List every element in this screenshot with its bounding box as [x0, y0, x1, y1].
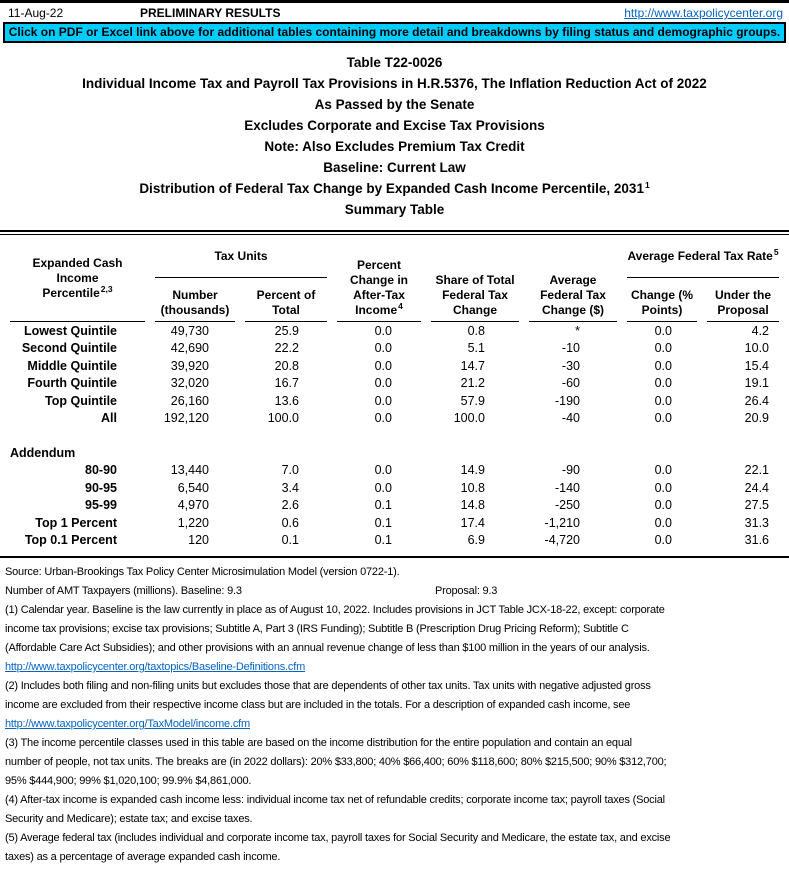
cell-share-of-total-change: 57.9: [460, 393, 485, 408]
cell-avg-federal-tax-change: -30: [561, 358, 580, 373]
cell-rate-under-proposal: 4.2: [751, 323, 770, 338]
cell-share-of-total-change: 6.9: [467, 533, 485, 548]
cell-avg-federal-tax-change: -4,720: [544, 533, 580, 548]
col-header-share-of-total-change: Share of Total Federal Tax Change: [431, 235, 519, 322]
cell-pct-change-after-tax-income: 0.1: [374, 533, 392, 548]
cell-rate-under-proposal: 26.4: [744, 393, 770, 408]
table-row: [10, 392, 779, 410]
title-block: [0, 52, 789, 220]
amt-proposal-value: Proposal: 9.3: [435, 585, 498, 597]
footnote-5-line-1: (5) Average federal tax (includes individual and corporate income tax, payroll taxes for Social Security and Medicare, the estate tax, and excise: [5, 832, 671, 844]
date-label: 11-Aug-22: [8, 6, 64, 20]
cell-percent-of-total: 0.1: [281, 533, 299, 548]
table-number-title: Table T22-0026: [346, 55, 443, 70]
cell-share-of-total-change: 10.8: [460, 480, 485, 495]
cell-number-thousands: 32,020: [170, 376, 209, 391]
cell-number-thousands: 6,540: [177, 480, 209, 495]
cell-share-of-total-change: 0.8: [467, 323, 485, 338]
cell-share-of-total-change: 14.9: [460, 463, 485, 478]
cell-rate-change-points: 0.0: [654, 393, 672, 408]
cell-share-of-total-change: 21.2: [460, 376, 485, 391]
title-line-senate: As Passed by the Senate: [314, 97, 475, 112]
footnote-ref-2-3: 2,3: [100, 283, 113, 294]
cell-share-of-total-change: 14.8: [460, 498, 485, 513]
cell-share-of-total-change: 5.1: [467, 341, 485, 356]
table-row: [10, 322, 779, 340]
cell-rate-change-points: 0.0: [654, 480, 672, 495]
cell-percent-of-total: 22.2: [274, 341, 299, 356]
summary-table-section: [0, 230, 789, 558]
cell-rate-under-proposal: 31.3: [744, 515, 770, 530]
cell-percent-of-total: 0.6: [281, 515, 299, 530]
cell-rate-under-proposal: 10.0: [744, 341, 770, 356]
row-label: Fourth Quintile: [27, 376, 117, 391]
cell-pct-change-after-tax-income: 0.0: [374, 411, 392, 426]
table-row: [10, 462, 779, 480]
cell-percent-of-total: 3.4: [281, 480, 299, 495]
cell-pct-change-after-tax-income: 0.0: [374, 358, 392, 373]
cell-pct-change-after-tax-income: 0.0: [374, 341, 392, 356]
cell-avg-federal-tax-change: -10: [561, 341, 580, 356]
row-label: 95-99: [85, 498, 117, 513]
header-bar: [0, 3, 789, 22]
cell-rate-change-points: 0.0: [654, 515, 672, 530]
cell-rate-under-proposal: 27.5: [744, 498, 770, 513]
cell-rate-change-points: 0.0: [654, 323, 672, 338]
cell-rate-under-proposal: 15.4: [744, 358, 770, 373]
row-label: Middle Quintile: [27, 358, 117, 373]
cell-number-thousands: 4,970: [177, 498, 209, 513]
footnote-ref-1: 1: [644, 179, 650, 190]
cell-percent-of-total: 16.7: [274, 376, 299, 391]
cell-rate-under-proposal: 24.4: [744, 480, 770, 495]
cell-avg-federal-tax-change: -140: [554, 480, 580, 495]
cell-pct-change-after-tax-income: 0.0: [374, 323, 392, 338]
table-row: [10, 479, 779, 497]
taxpolicycenter-link[interactable]: http://www.taxpolicycenter.org: [624, 6, 783, 20]
footnote-3-line-3: 95% $444,900; 99% $1,020,100; 99.9% $4,861,000.: [5, 775, 252, 787]
col-header-rate-change-points: Change (% Points): [627, 278, 697, 322]
addendum-label: Addendum: [10, 445, 76, 460]
cell-rate-change-points: 0.0: [654, 376, 672, 391]
cell-number-thousands: 1,220: [177, 515, 209, 530]
baseline-definitions-link[interactable]: http://www.taxpolicycenter.org/taxtopics/Baseline-Definitions.cfm: [5, 661, 306, 673]
table-row: [10, 340, 779, 358]
col-group-header-tax-units: Tax Units: [155, 235, 327, 278]
title-line-note: Note: Also Excludes Premium Tax Credit: [264, 139, 525, 154]
cell-percent-of-total: 13.6: [274, 393, 299, 408]
cell-percent-of-total: 25.9: [274, 323, 299, 338]
footnote-3-line-2: number of people, not tax units. The breaks are (in 2022 dollars): 20% $33,800; 40% $66,400; 60% $118,600; 80% $215,500; 90% $312,700;: [5, 756, 667, 768]
cell-number-thousands: 13,440: [170, 463, 209, 478]
cell-avg-federal-tax-change: -1,210: [544, 515, 580, 530]
cell-pct-change-after-tax-income: 0.0: [374, 393, 392, 408]
cell-number-thousands: 39,920: [170, 358, 209, 373]
cell-number-thousands: 26,160: [170, 393, 209, 408]
cell-rate-change-points: 0.0: [654, 498, 672, 513]
table-row: [10, 532, 779, 550]
title-line-baseline: Baseline: Current Law: [323, 160, 466, 175]
footnote-4-line-1: (4) After-tax income is expanded cash income less: individual income tax net of refundable credits; corporate income tax; payroll taxes (Social: [5, 794, 665, 806]
row-label: Lowest Quintile: [23, 323, 117, 338]
cell-pct-change-after-tax-income: 0.0: [374, 463, 392, 478]
spacer-row: [10, 427, 779, 444]
cell-rate-change-points: 0.0: [654, 463, 672, 478]
cell-pct-change-after-tax-income: 0.0: [374, 480, 392, 495]
footnote-2-line-2: income are excluded from their respective income class but are included in the totals. For a description of expanded cash income, see: [5, 699, 631, 711]
col-header-avg-federal-tax-change: Average Federal Tax Change ($): [529, 235, 617, 322]
cell-rate-change-points: 0.0: [654, 341, 672, 356]
table-row: [10, 375, 779, 393]
quintile-rows: [10, 322, 779, 427]
footnote-2-link-line: [5, 715, 789, 734]
table-row: [10, 357, 779, 375]
summary-table: [0, 235, 789, 549]
footnote-ref-5: 5: [773, 246, 779, 257]
cell-pct-change-after-tax-income: 0.1: [374, 498, 392, 513]
amt-taxpayers-line: Number of AMT Taxpayers (millions). Baseline: 9.3 Proposal: 9.3: [5, 582, 789, 601]
cell-rate-under-proposal: 22.1: [744, 463, 770, 478]
cell-number-thousands: 120: [188, 533, 209, 548]
row-label: Top 0.1 Percent: [24, 533, 117, 548]
cell-percent-of-total: 2.6: [281, 498, 299, 513]
row-label: 80-90: [85, 463, 117, 478]
cell-avg-federal-tax-change: -40: [561, 411, 580, 426]
cell-number-thousands: 42,690: [170, 341, 209, 356]
cell-share-of-total-change: 14.7: [460, 358, 485, 373]
cell-percent-of-total: 20.8: [274, 358, 299, 373]
addendum-rows: [10, 462, 779, 550]
taxmodel-income-link[interactable]: http://www.taxpolicycenter.org/TaxModel/income.cfm: [5, 718, 250, 730]
row-label: Second Quintile: [21, 341, 117, 356]
preliminary-results-label: PRELIMINARY RESULTS: [140, 6, 281, 20]
row-label: Top 1 Percent: [35, 515, 117, 530]
source-line: Source: Urban-Brookings Tax Policy Center Microsimulation Model (version 0722-1).: [5, 566, 400, 578]
title-line-provisions: Individual Income Tax and Payroll Tax Provisions in H.R.5376, The Inflation Reduction Act of 2022: [82, 76, 707, 91]
cell-avg-federal-tax-change: -190: [554, 393, 580, 408]
table-row: [10, 410, 779, 428]
col-header-rate-under-proposal: Under the Proposal: [707, 278, 779, 322]
cell-percent-of-total: 100.0: [267, 411, 299, 426]
footnote-1-link-line: [5, 658, 789, 677]
pdf-excel-banner: Click on PDF or Excel link above for additional tables containing more detail and breakdowns by filing status and demographic groups.: [3, 22, 786, 43]
title-line-excludes: Excludes Corporate and Excise Tax Provisions: [244, 118, 545, 133]
cell-avg-federal-tax-change: *: [575, 323, 580, 338]
title-line-summary: Summary Table: [344, 202, 445, 217]
title-line-distribution: Distribution of Federal Tax Change by Expanded Cash Income Percentile, 2031$^1$: [139, 179, 650, 196]
col-header-percent-of-total: Percent of Total: [245, 278, 327, 322]
cell-avg-federal-tax-change: -90: [561, 463, 580, 478]
col-header-number-thousands: Number (thousands): [155, 278, 235, 322]
cell-avg-federal-tax-change: -250: [554, 498, 580, 513]
footnote-3-line-1: (3) The income percentile classes used in this table are based on the income distribution for the entire population and contain an equal: [5, 737, 632, 749]
col-header-income-percentile: Expanded Cash Income Percentile$^{2,3}$: [10, 235, 145, 322]
table-row: [10, 497, 779, 515]
row-label: All: [101, 411, 117, 426]
cell-rate-under-proposal: 19.1: [744, 376, 770, 391]
cell-number-thousands: 49,730: [170, 323, 209, 338]
cell-pct-change-after-tax-income: 0.0: [374, 376, 392, 391]
cell-avg-federal-tax-change: -60: [561, 376, 580, 391]
footnotes: [0, 558, 789, 867]
footnote-ref-4: 4: [398, 301, 403, 311]
col-group-header-avg-federal-tax-rate: Average Federal Tax Rate$^5$: [627, 235, 779, 278]
footnote-1-line-3: (Affordable Care Act Subsidies); and other provisions with an annual revenue change of less than $100 million in the years of our analysis.: [5, 642, 650, 654]
cell-pct-change-after-tax-income: 0.1: [374, 515, 392, 530]
col-header-pct-change-after-tax-income: Percent Change in After-Tax Income$^4$: [337, 235, 421, 322]
cell-rate-change-points: 0.0: [654, 358, 672, 373]
footnote-1-line-1: (1) Calendar year. Baseline is the law currently in place as of August 10, 2022. Includes provisions in JCT Table JCX-18-22, except: corporate: [5, 604, 665, 616]
footnote-5-line-2: taxes) as a percentage of average expanded cash income.: [5, 851, 281, 863]
cell-rate-under-proposal: 20.9: [744, 411, 770, 426]
row-label: 90-95: [85, 480, 117, 495]
footnote-4-line-2: Security and Medicare); estate tax; and excise taxes.: [5, 813, 253, 825]
footnote-1-line-2: income tax provisions; excise tax provisions; Subtitle A, Part 3 (IRS Funding); Subtitle B (Prescription Drug Pricing Reform); Subtitle C: [5, 623, 629, 635]
cell-share-of-total-change: 100.0: [453, 411, 485, 426]
table-row: [10, 514, 779, 532]
cell-share-of-total-change: 17.4: [460, 515, 485, 530]
cell-rate-change-points: 0.0: [654, 533, 672, 548]
cell-number-thousands: 192,120: [163, 411, 209, 426]
addendum-header-row: [10, 444, 779, 462]
footnote-2-line-1: (2) Includes both filing and non-filing units but excludes those that are dependents of other tax units. Tax units with negative adjusted gross: [5, 680, 651, 692]
cell-rate-under-proposal: 31.6: [744, 533, 770, 548]
row-label: Top Quintile: [45, 393, 117, 408]
cell-percent-of-total: 7.0: [281, 463, 299, 478]
cell-rate-change-points: 0.0: [654, 411, 672, 426]
